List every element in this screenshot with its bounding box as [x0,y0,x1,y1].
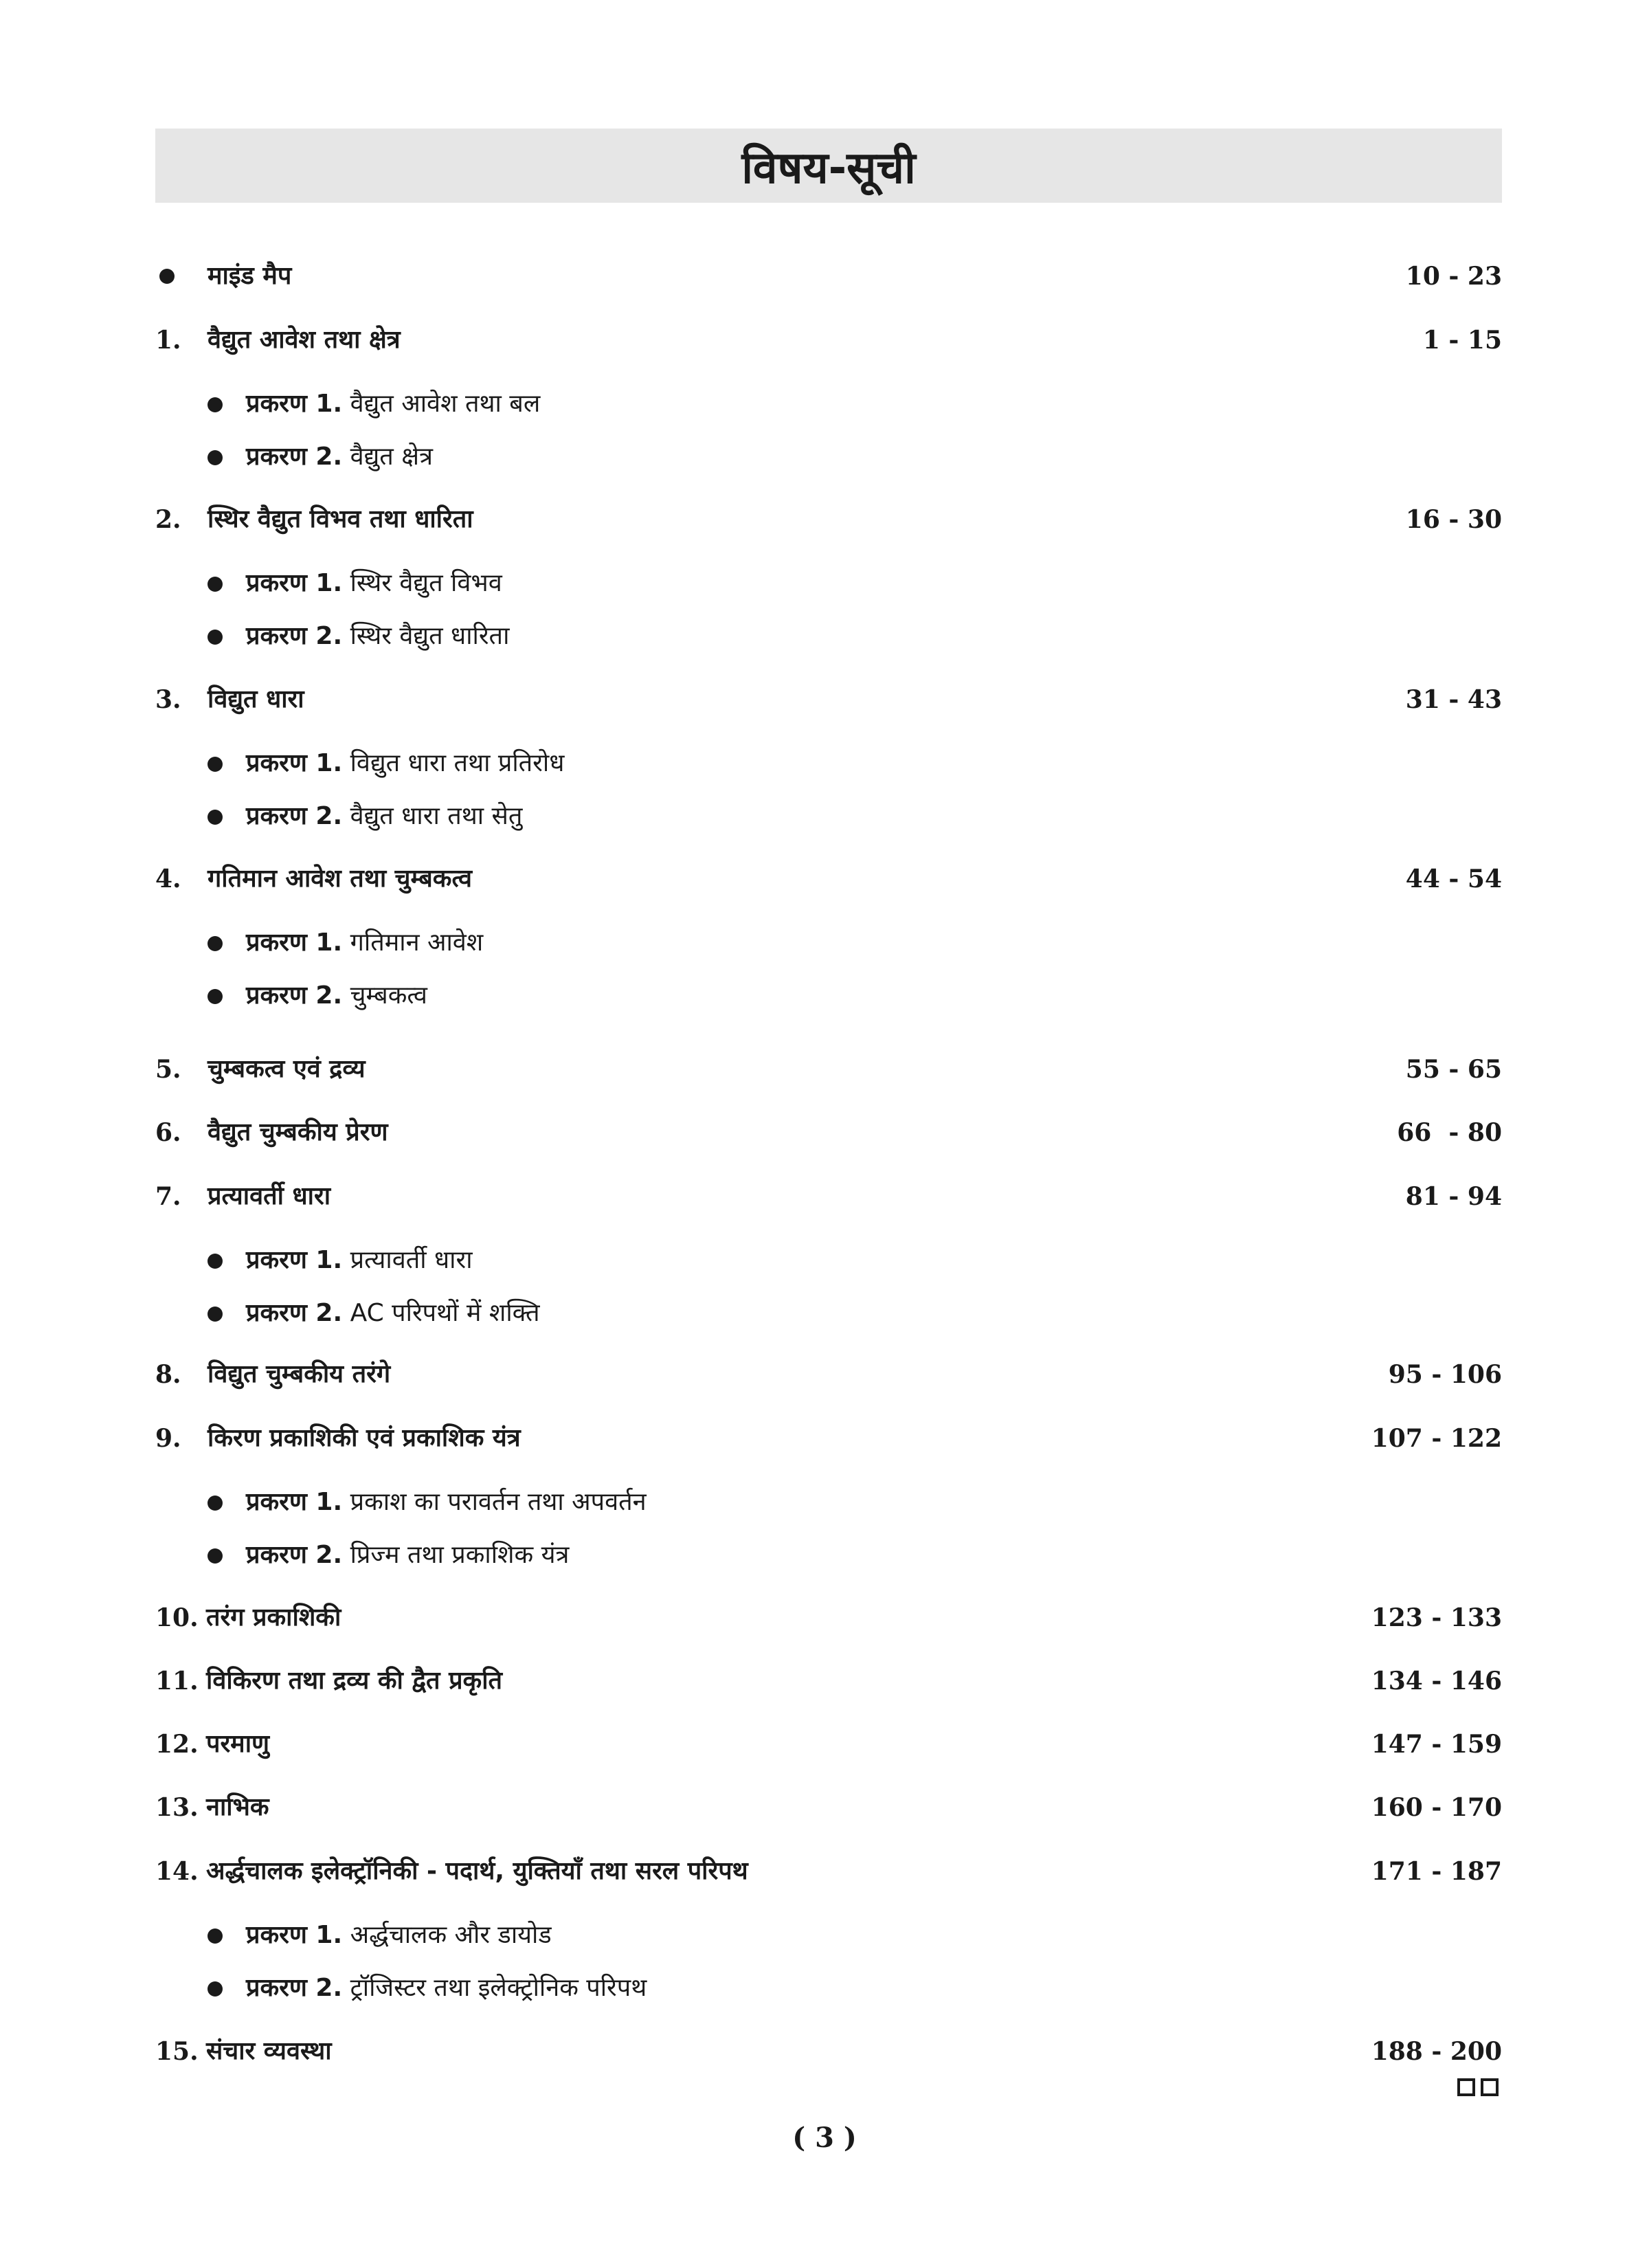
bullet-icon [207,1928,223,1944]
subsection-label: प्रकरण 1. [246,1246,343,1274]
chapter-number: 12. [155,1730,199,1759]
toc-entry [0,256,1649,297]
subsection-title: AC परिपथों में शक्ति [350,1299,540,1327]
toc-entry [0,1660,1649,1702]
bullet-icon [207,1548,223,1564]
subsection-title: गतिमान आवेश [350,929,484,957]
chapter-number: 14. [155,1857,199,1886]
bullet-icon [207,1496,223,1511]
subsection [246,796,522,837]
page-range: 95 - 106 [1388,1360,1502,1389]
end-square-icon [1457,2078,1475,2096]
subsection-label: प्रकरण 2. [246,443,343,471]
subsection [246,563,502,604]
chapter-number: 7. [155,1182,181,1211]
chapter-title: वैद्युत चुम्बकीय प्रेरण [207,1118,388,1146]
subsection-label: प्रकरण 1. [246,1921,343,1949]
subsection-title: अर्द्धचालक और डायोड [350,1921,552,1949]
chapter-title: संचार व्यवस्था [206,2037,332,2065]
chapter-number: 15. [155,2037,199,2066]
toc-subentry [0,1968,1649,2009]
bullet-icon [207,1307,223,1322]
subsection-label: प्रकरण 2. [246,1974,343,2002]
chapter-number: 1. [155,326,181,355]
toc-entry [0,1354,1649,1395]
subsection [246,1482,647,1523]
page-range: 188 - 200 [1371,2037,1502,2066]
title-banner [155,129,1502,203]
subsection-title: ट्रॉजिस्टर तथा इलेक्ट्रोनिक परिपथ [350,1974,647,2002]
bullet-icon [207,1981,223,1997]
toc-subentry [0,1482,1649,1523]
bullet-icon [207,577,223,592]
toc-entry [0,858,1649,900]
chapter-number: 13. [155,1793,199,1822]
subsection-label: प्रकरण 2. [246,1541,343,1569]
toc-subentry [0,616,1649,657]
toc-entry [0,499,1649,540]
chapter-number: 6. [155,1118,181,1147]
chapter-title: प्रत्यावर्ती धारा [207,1182,331,1210]
bullet-icon [207,450,223,465]
chapter-title: स्थिर वैद्युत विभव तथा धारिता [207,505,473,533]
toc-entry [0,679,1649,720]
chapter-title: चुम्बकत्व एवं द्रव्य [207,1055,366,1083]
end-square-icon [1481,2078,1499,2096]
chapter-title: किरण प्रकाशिकी एवं प्रकाशिक यंत्र [207,1424,521,1452]
toc-entry [0,2031,1649,2072]
toc-entry [0,1597,1649,1638]
toc-entry [0,1418,1649,1459]
page-range: 81 - 94 [1405,1182,1502,1211]
subsection-title: स्थिर वैद्युत धारिता [350,622,510,650]
subsection-title: वैद्युत क्षेत्र [350,443,433,471]
subsection-title: वैद्युत धारा तथा सेतु [350,802,523,830]
subsection-label: प्रकरण 1. [246,929,343,957]
subsection [246,1915,552,1956]
chapter-number: 10. [155,1603,199,1632]
toc-subentry [0,1535,1649,1576]
page-number: ( 3 ) [792,2122,857,2154]
toc-subentry [0,1915,1649,1956]
chapter-number: 2. [155,505,181,534]
subsection-title: चुम्बकत्व [350,981,427,1010]
subsection-label: प्रकरण 1. [246,390,343,418]
subsection [246,975,427,1016]
subsection [246,1240,473,1281]
toc-entry [0,1112,1649,1153]
page-range: 123 - 133 [1371,1603,1502,1632]
subsection-label: प्रकरण 2. [246,981,343,1010]
subsection-label: प्रकरण 2. [246,1299,343,1327]
subsection [246,436,433,478]
bullet-icon [207,1254,223,1269]
subsection-title: प्रकाश का परावर्तन तथा अपवर्तन [350,1488,647,1516]
subsection-label: प्रकरण 1. [246,569,343,597]
toc-subentry [0,1293,1649,1334]
page-title: विषय-सूची [741,142,916,194]
subsection-label: प्रकरण 2. [246,802,343,830]
page-range: 10 - 23 [1405,262,1502,291]
page-range: 107 - 122 [1371,1424,1502,1453]
chapter-number: 8. [155,1360,181,1389]
chapter-number: 3. [155,685,181,714]
subsection-title: प्रत्यावर्ती धारा [350,1246,473,1274]
toc-subentry [0,1240,1649,1281]
chapter-title: तरंग प्रकाशिकी [206,1603,341,1632]
page-range: 16 - 30 [1405,505,1502,534]
toc-entry [0,320,1649,361]
bullet-icon [207,630,223,645]
subsection [246,1535,569,1576]
toc-subentry [0,975,1649,1016]
toc-subentry [0,743,1649,784]
page-range: 31 - 43 [1405,685,1502,714]
page-range: 134 - 146 [1371,1667,1502,1696]
page-range: 44 - 54 [1405,865,1502,893]
toc-subentry [0,563,1649,604]
chapter-number: 4. [155,865,181,893]
toc-entry [0,1176,1649,1217]
chapter-title: नाभिक [206,1793,269,1821]
subsection-label: प्रकरण 2. [246,622,343,650]
subsection-title: स्थिर वैद्युत विभव [350,569,502,597]
bullet-icon [159,269,175,284]
subsection [246,743,564,784]
page-range: 1 - 15 [1422,326,1502,355]
toc-entry [0,1724,1649,1765]
subsection-label: प्रकरण 1. [246,1488,343,1516]
subsection [246,383,540,425]
bullet-icon [207,397,223,412]
chapter-title: विद्युत धारा [207,685,304,713]
chapter-title: परमाणु [206,1730,270,1758]
bullet-icon [207,810,223,825]
toc-entry [0,1787,1649,1828]
toc-subentry [0,383,1649,425]
subsection [246,1968,647,2009]
chapter-number: 9. [155,1424,181,1453]
toc-subentry [0,796,1649,837]
page-range: 66 - 80 [1397,1118,1502,1147]
subsection-title: विद्युत धारा तथा प्रतिरोध [350,749,565,777]
subsection [246,1293,540,1334]
page-range: 171 - 187 [1371,1857,1502,1886]
page-range: 160 - 170 [1371,1793,1502,1822]
chapter-title: गतिमान आवेश तथा चुम्बकत्व [207,865,472,893]
page-range: 147 - 159 [1371,1730,1502,1759]
chapter-number: 11. [155,1667,199,1696]
toc-entry [0,1851,1649,1892]
toc-subentry [0,436,1649,478]
chapter-title: विकिरण तथा द्रव्य की द्वैत प्रकृति [206,1667,503,1695]
page-range: 55 - 65 [1405,1055,1502,1084]
subsection-title: वैद्युत आवेश तथा बल [350,390,541,418]
bullet-icon [207,757,223,772]
subsection-label: प्रकरण 1. [246,749,343,777]
chapter-title: माइंड मैप [207,262,292,290]
bullet-icon [207,936,223,951]
toc-subentry [0,922,1649,964]
chapter-title: अर्द्धचालक इलेक्ट्रॉनिकी - पदार्थ, युक्तियाँ तथा सरल परिपथ [206,1857,748,1885]
chapter-title: विद्युत चुम्बकीय तरंगे [207,1360,391,1388]
subsection [246,922,483,964]
subsection [246,616,509,657]
bullet-icon [207,989,223,1004]
chapter-number: 5. [155,1055,181,1084]
chapter-title: वैद्युत आवेश तथा क्षेत्र [207,326,401,354]
subsection-title: प्रिज्म तथा प्रकाशिक यंत्र [350,1541,570,1569]
toc-entry [0,1049,1649,1090]
